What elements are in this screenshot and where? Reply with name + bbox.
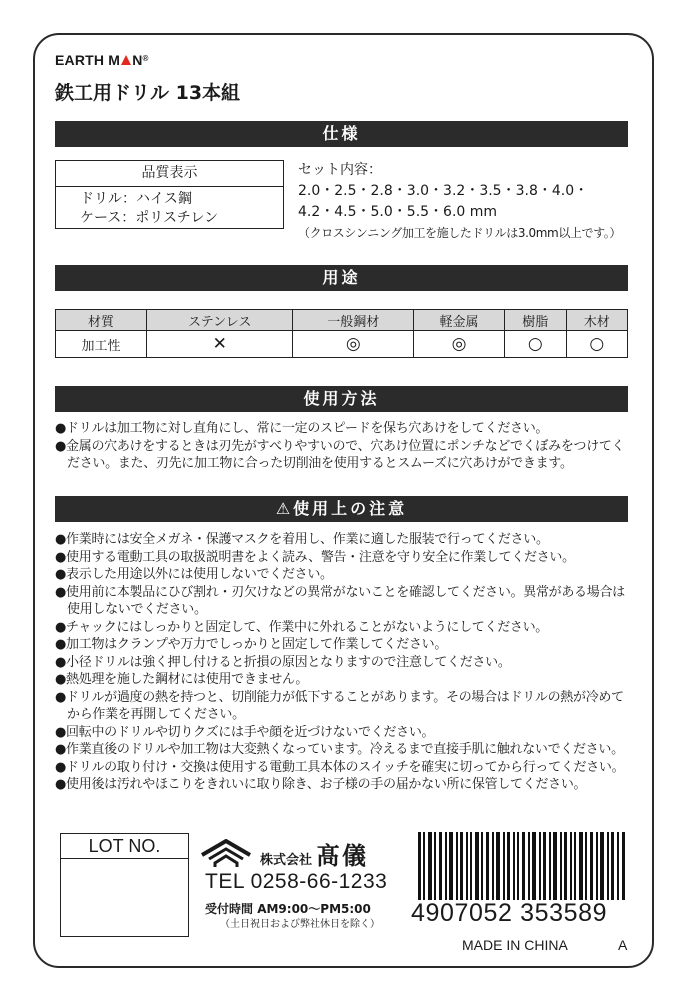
usage-table-header-row (56, 310, 628, 331)
quality-line: ケース：ポリスチレン (80, 210, 219, 226)
set-contents-note: （クロスシンニング加工を施したドリルは3.0mm以上です。） (298, 226, 621, 240)
usage-header-cell: 木材 (566, 310, 628, 331)
variant-code: A (618, 937, 628, 953)
set-sizes-line: 2.0・2.5・2.8・3.0・3.2・3.5・3.8・4.0・ (298, 183, 589, 199)
howto-item: ●金属の穴あけをするときは刃先がすべりやすいので、穴あけ位置にポンチなどでくぼみをつけてください。また、刃先に加工物に合った切削油を使用するとスムーズに穴あけができます。 (55, 438, 625, 471)
section-spec-heading: 仕様 (55, 121, 628, 147)
caution-item: ●回転中のドリルや切りクズには手や顔を近づけないでください。 (55, 724, 435, 740)
business-hours-note: （土日祝日および弊社休日を除く） (220, 919, 380, 930)
barcode (418, 832, 628, 900)
caution-list (55, 531, 635, 794)
usage-value-cell: ◎ (414, 331, 505, 358)
usage-value-cell: 加工性 (56, 331, 147, 358)
caution-item: ●使用前に本製品にひび割れ・刃欠けなどの異常がないことを確認してください。異常がある場合は使用しないでください。 (55, 584, 625, 617)
brand-logo: EARTH M N® (55, 52, 149, 68)
section-usage-heading: 用途 (55, 265, 628, 291)
company-house-logo-icon (200, 839, 252, 869)
quality-label-box (55, 160, 284, 229)
caution-item: ●熱処理を施した鋼材には使用できません。 (55, 672, 309, 687)
caution-item: ●小径ドリルは強く押し付けると折損の原因となりますので注意してください。 (55, 654, 511, 670)
caution-item: ●作業直後のドリルや加工物は大変熱くなっています。冷えるまで直接手肌に触れないでください。 (55, 742, 624, 757)
lot-number-box (60, 833, 189, 937)
usage-value-cell: ○ (566, 331, 628, 358)
set-contents-label: セット内容： (298, 162, 382, 178)
lot-number-label: LOT NO. (61, 834, 188, 859)
company-phone: TEL 0258-66-1233 (205, 870, 388, 893)
brand-triangle-icon (121, 55, 131, 65)
set-contents (298, 160, 621, 244)
howto-item: ●ドリルは加工物に対し直角にし、常に一定のスピードを保ち穴あけをしてください。 (55, 421, 549, 436)
usage-table-value-row (56, 331, 628, 358)
caution-item: ●チャックにはしっかりと固定して、作業中に外れることがないようにしてください。 (55, 619, 548, 635)
section-caution-heading: ⚠使用上の注意 (55, 496, 628, 522)
business-hours: 受付時間 AM9:00～PM5:00 (205, 902, 371, 916)
howto-list (55, 420, 635, 473)
usage-header-cell: 一般鋼材 (293, 310, 414, 331)
caution-item: ●作業時には安全メガネ・保護マスクを着用し、作業に適した服装で行ってください。 (55, 532, 549, 547)
barcode-number: 4907052 353589 (411, 899, 608, 927)
caution-item: ●表示した用途以外には使用しないでください。 (55, 567, 333, 582)
quality-line: ドリル：ハイス鋼 (80, 191, 192, 207)
country-of-origin: MADE IN CHINA (462, 937, 568, 953)
usage-header-cell: 材質 (56, 310, 147, 331)
section-howto-heading: 使用方法 (55, 386, 628, 412)
caution-item: ●使用する電動工具の取扱説明書をよく読み、警告・注意を守り安全に作業してください。 (55, 549, 575, 565)
caution-item: ●ドリルが過度の熱を持つと、切削能力が低下することがあります。その場合はドリルの熱が冷めてから作業を再開してください。 (55, 689, 624, 722)
usage-header-cell: 樹脂 (505, 310, 566, 331)
company-block (200, 836, 368, 871)
company-name: 株式会社 髙儀 (260, 842, 369, 870)
usage-value-cell: ○ (505, 331, 566, 358)
set-sizes-line: 4.2・4.5・5.0・5.5・6.0 mm (298, 204, 498, 220)
usage-value-cell: ✕ (147, 331, 293, 358)
caution-item: ●加工物はクランプや万力でしっかりと固定して作業してください。 (55, 637, 448, 652)
usage-table (55, 309, 628, 358)
caution-item: ●使用後は汚れやほこりをきれいに取り除き、お子様の手の届かない所に保管してください。 (55, 777, 587, 792)
product-title: 鉄工用ドリル 13本組 (55, 82, 241, 104)
quality-header: 品質表示 (56, 161, 283, 187)
caution-item: ●ドリルの取り付け・交換は使用する電動工具本体のスイッチを確実に切ってから行ってください。 (55, 759, 625, 775)
usage-value-cell: ◎ (293, 331, 414, 358)
usage-header-cell: 軽金属 (414, 310, 505, 331)
usage-header-cell: ステンレス (147, 310, 293, 331)
